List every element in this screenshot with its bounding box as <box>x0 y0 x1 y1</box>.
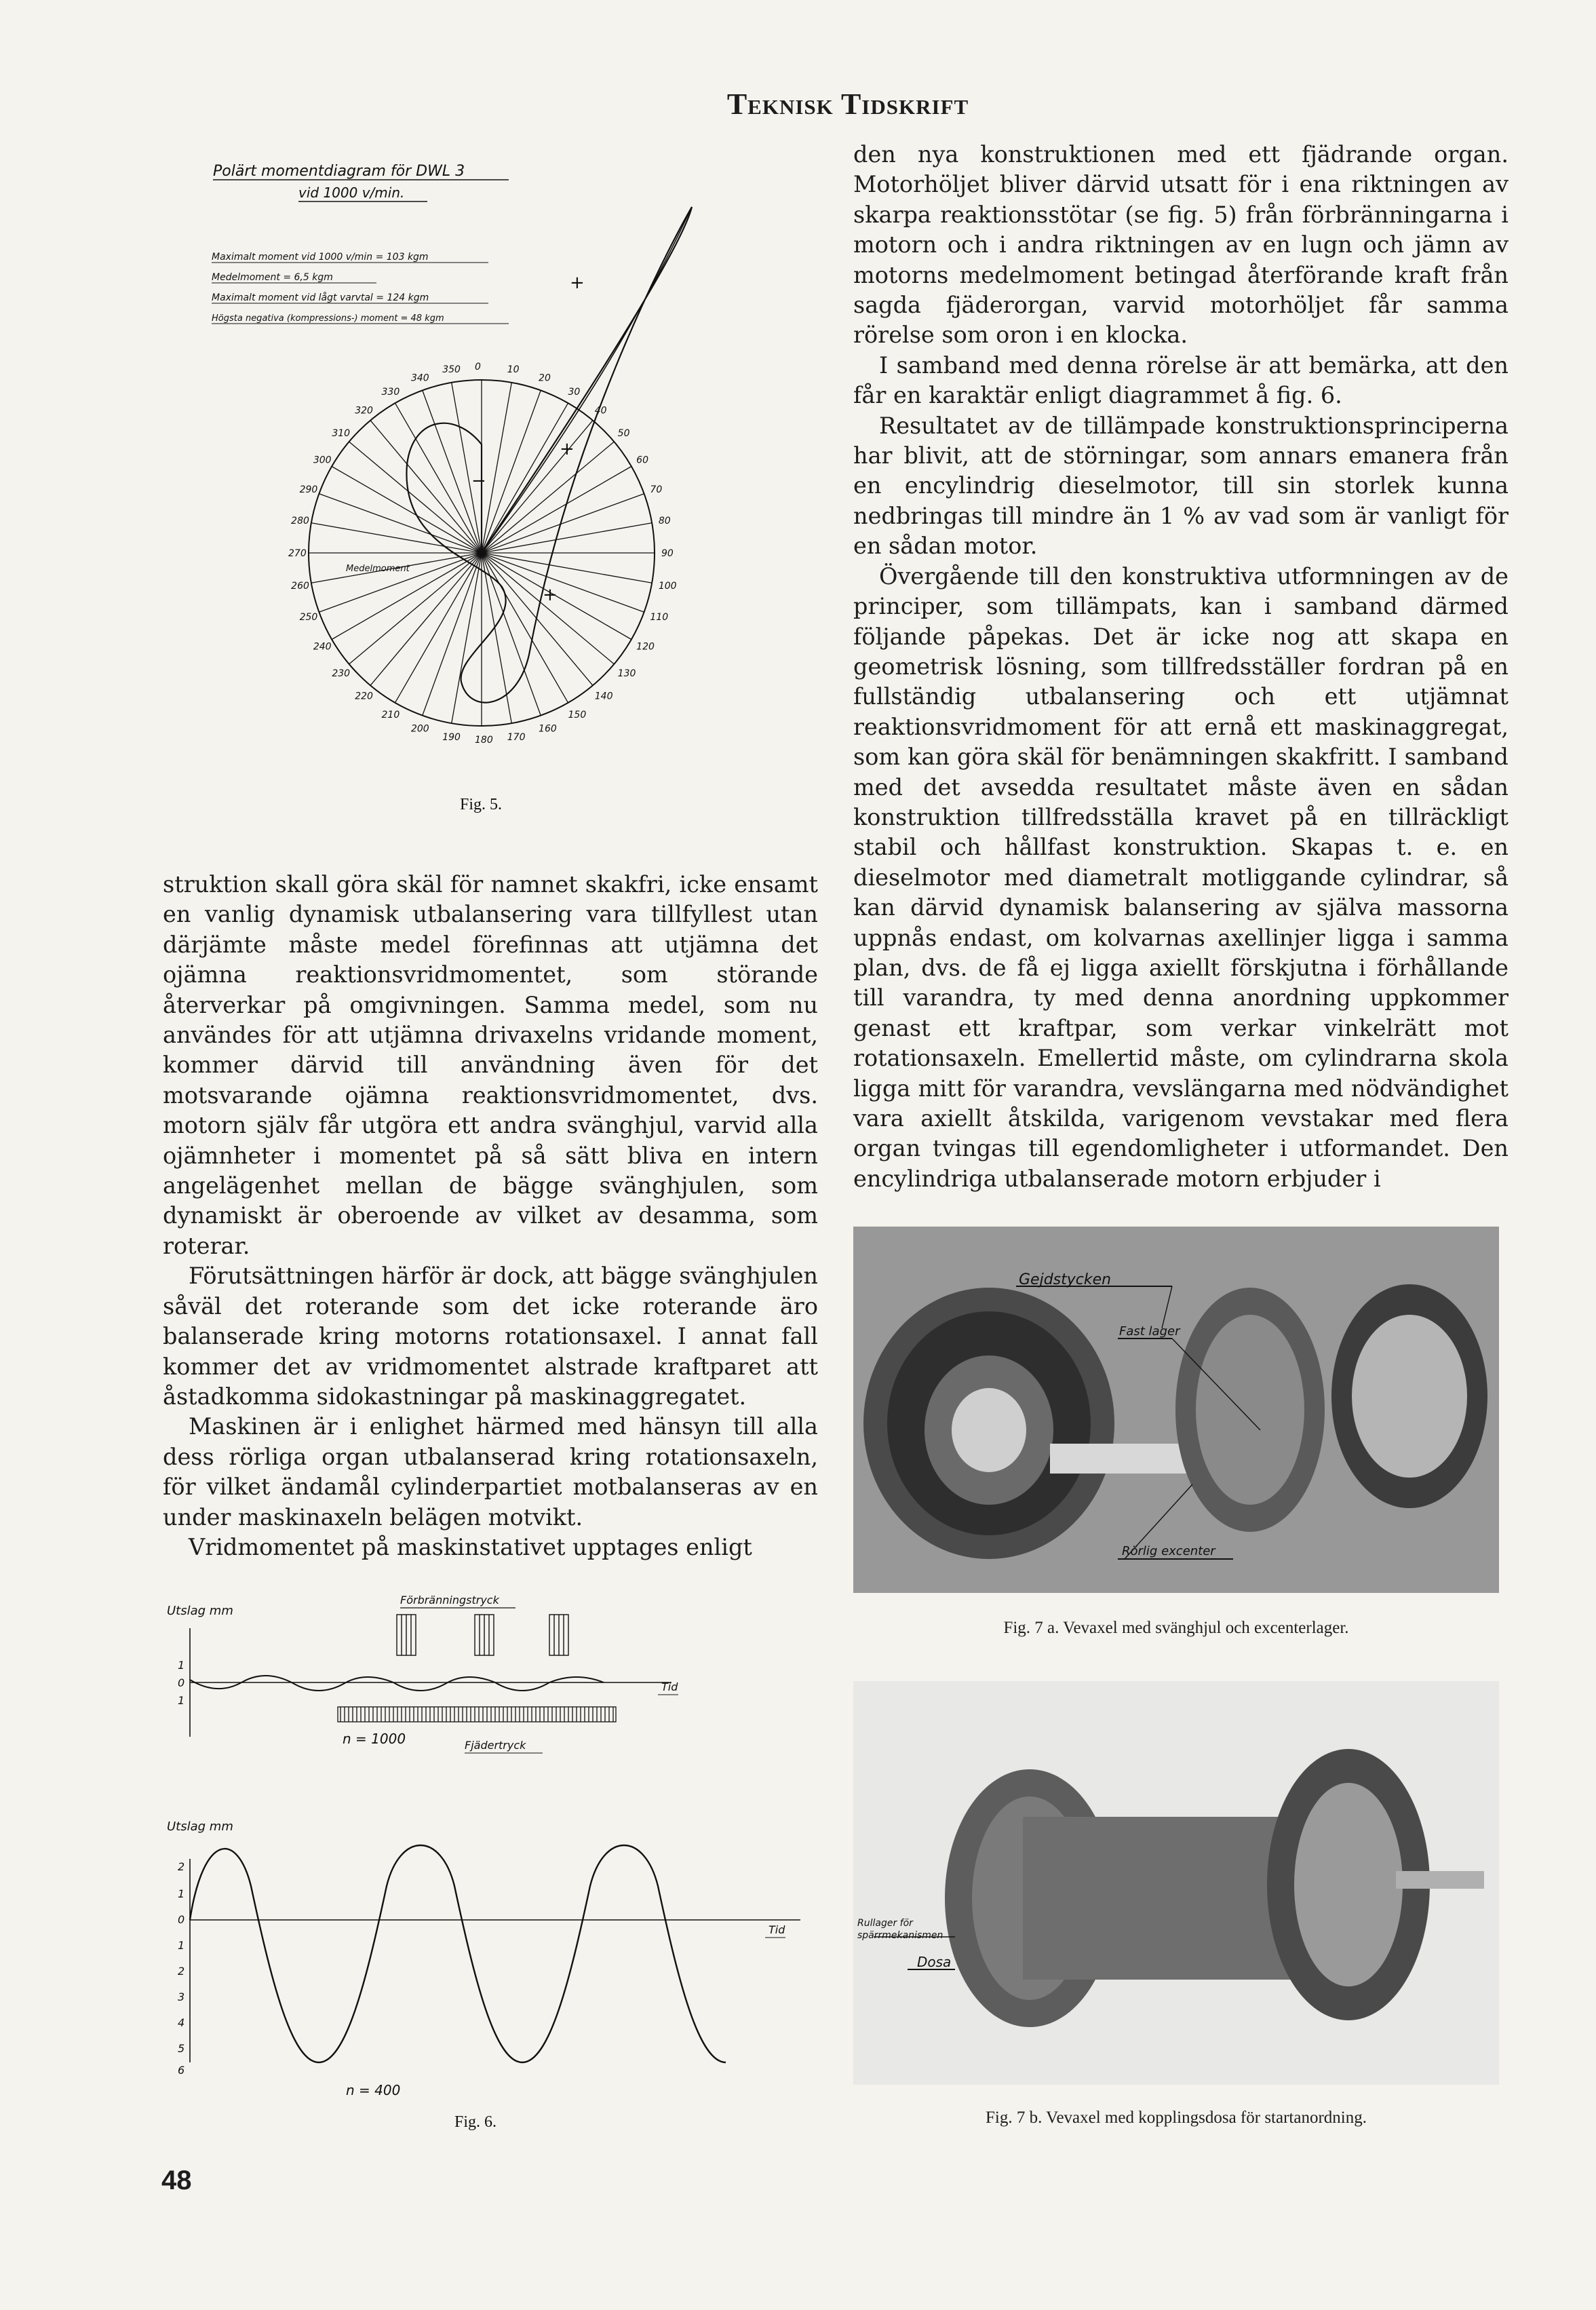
polar-angle-label: 220 <box>355 691 373 702</box>
fig7b-label-rullager: Rullager för spärrmekanismen <box>857 1918 943 1941</box>
polar-angle-label: 330 <box>381 386 400 398</box>
fig5-legend-3: Maximalt moment vid lågt varvtal = 124 kgm <box>212 292 429 303</box>
polar-angle-label: 70 <box>650 484 663 495</box>
polar-angle-label: 230 <box>332 668 351 679</box>
polar-angle-label: 170 <box>507 731 526 743</box>
polar-angle-label: 150 <box>568 710 587 721</box>
fig6-bottom-tick: 1 <box>178 1939 185 1952</box>
polar-angle-label: 30 <box>568 386 581 398</box>
fig6-bottom-xlabel: Tid <box>768 1923 785 1936</box>
svg-text:+: + <box>570 273 585 293</box>
polar-angle-label: 120 <box>636 641 655 653</box>
right-paragraph-1: den nya konstruktionen med ett fjädrande organ. Motorhöljet bliver därvid utsatt för i ena riktningen av skarpa reaktionsstötar (se fig. 5) från förbränningarna i motorn och i andra riktningen av en lugn och jämn av motorns medelmoment betingad återförande kraft från sagda fjäderorgan, varvid motorhöljet får samma rörelse som oron i en klocka. <box>853 141 1509 349</box>
fig6-top-xlabel: Tid <box>661 1680 678 1693</box>
fig6-top-ylabel: Utslag mm <box>167 1604 233 1618</box>
right-text-column <box>853 140 1509 1194</box>
fig6-bottom-tick: 5 <box>178 2042 185 2055</box>
fig7a-label-fast-lager: Fast lager <box>1119 1324 1180 1339</box>
polar-angle-label: 130 <box>617 668 636 679</box>
fig7b-photo <box>853 1681 1499 2085</box>
polar-angle-label: 180 <box>475 735 493 746</box>
fig5-legend-2: Medelmoment = 6,5 kgm <box>212 272 333 283</box>
left-paragraph-1: struktion skall göra skäl för namnet skakfri, icke ensamt en vanlig dynamisk utbalansering vara tillfyllest utan därjämte måste medel förefinnas att utjämna det ojämna reaktionsvridmomentet, som störande återverkar på omgivningen. Samma medel, som nu användes för att utjämna drivaxelns vridande moment, kommer därvid till användning även för det motsvarande ojämna reaktionsvridmomentet, dvs. motorn själv får utgöra ett andra svänghjul, varvid alla ojämnheter i momentet på så sätt bliva en intern angelägenhet mellan de bägge svänghjulen, som dynamiskt är oberoende av vilket av desamma, som roterar. <box>163 871 818 1259</box>
polar-angle-label: 10 <box>507 364 520 376</box>
page-number: 48 <box>161 2165 192 2195</box>
fig6-caption: Fig. 6. <box>454 2113 497 2131</box>
polar-angle-label: 320 <box>355 405 373 417</box>
right-paragraph-4: Övergående till den konstruktiva utformningen av de principer, som tillämpats, kan i samband därmed följande påpekas. Det är icke nog att skapa en geometrisk lösning, som tillfredsställer fordran på en fullständig utbalansering och ett utjämnat reaktionsvridmoment för att ernå ett maskinaggregat, som kan göra skäl för benämningen skakfritt. I samband med det avsedda resultatet måste även en sådan konstruktion tillfredsställa kravet på en tillräckligt stabil och hållfast konstruktion. Skapas t. e. en dieselmotor med diametralt motliggande cylindrar, så kan därvid dynamisk balansering av själva massorna uppnås endast, om kolvarnas axellinjer ligga i samma plan, dvs. de få ej ligga axiellt förskjutna i förhållande till varandra, ty med denna anordning uppkommer genast ett kraftpar, som verkar vinkelrätt mot rotationsaxeln. Emellertid måste, om cylindrarna skola ligga mitt för varandra, vevslängarna med nödvändighet vara axiellt åtskilda, varigenom vevstakar med flera organ tvingas till egendomligheter i utformandet. Den encylindriga utbalanserade motorn erbjuder i <box>853 562 1509 1192</box>
fig7b-caption: Fig. 7 b. Vevaxel med kopplingsdosa för startanordning. <box>986 2109 1367 2127</box>
polar-angle-label: 90 <box>661 548 674 559</box>
journal-header: Teknisk Tidskrift <box>726 88 969 121</box>
polar-angle-label: 80 <box>658 516 671 527</box>
polar-angle-label: 350 <box>442 364 461 376</box>
fig7a-photo <box>853 1227 1499 1593</box>
fig6-bottom-tick: 6 <box>178 2064 185 2077</box>
fig6-bottom-speed: n = 400 <box>346 2082 401 2098</box>
fig6-bottom-tick: 1 <box>178 1887 185 1900</box>
polar-angle-label: 340 <box>410 372 429 384</box>
fig5-caption: Fig. 5. <box>460 796 503 813</box>
polar-angle-label: 290 <box>299 484 318 495</box>
polar-angle-label: 210 <box>381 710 400 721</box>
left-text-column <box>163 870 818 1562</box>
polar-angle-label: 270 <box>288 548 307 559</box>
fig6-top-speed: n = 1000 <box>343 1731 406 1747</box>
polar-angle-label: 100 <box>658 580 677 592</box>
fig6-bottom-ylabel: Utslag mm <box>167 1820 233 1834</box>
right-paragraph-3: Resultatet av de tillämpade konstruktionsprinciperna har blivit, att de störningar, som annars emanera från en encylindrig dieselmotor, till sin storlek kunna nedbringas till mindre än 1 % av vad som är vanligt för en sådan motor. <box>853 412 1509 560</box>
fig5-legend-4: Högsta negativa (kompressions-) moment = 48 kgm <box>212 313 444 324</box>
polar-angle-label: 300 <box>313 455 332 466</box>
fig7b-label-dosa: Dosa <box>917 1954 952 1970</box>
fig5-mean-label: Medelmoment <box>346 564 410 574</box>
polar-angle-label: 310 <box>332 428 351 440</box>
fig6-bottom-tick: 4 <box>178 2016 185 2029</box>
svg-text:−: − <box>471 471 486 491</box>
fig6-combustion-label: Förbränningstryck <box>400 1594 499 1606</box>
fig6-bottom-tick: 2 <box>178 1965 185 1978</box>
right-paragraph-2: I samband med denna rörelse är att bemärka, att den får en karaktär enligt diagrammet å fig. 6. <box>853 351 1509 409</box>
fig7a-caption: Fig. 7 a. Vevaxel med svänghjul och excenterlager. <box>1003 1619 1349 1637</box>
polar-angle-label: 140 <box>594 691 613 702</box>
polar-angle-label: 280 <box>291 516 309 527</box>
fig6-spring-label: Fjädertryck <box>465 1739 526 1752</box>
polar-angle-label: 40 <box>594 405 607 417</box>
polar-angle-label: 20 <box>539 372 551 384</box>
fig6-bottom-tick: 0 <box>178 1913 185 1926</box>
polar-angle-label: 60 <box>636 455 648 466</box>
fig7a-label-gejdstycken: Gejdstycken <box>1019 1271 1112 1288</box>
polar-angle-label: 190 <box>442 731 461 743</box>
fig6-bottom-tick: 2 <box>178 1860 185 1873</box>
left-paragraph-2: Förutsättningen härför är dock, att bägge svänghjulen såväl det roterande som det icke roterande äro balanserade kring motorns rotationsaxel. I annat fall kommer det av vridmomentet alstrade kraftparet att åstadkomma sidokastningar på maskinaggregatet. <box>163 1263 818 1410</box>
left-paragraph-4: Vridmomentet på maskinstativet upptages enligt <box>189 1533 752 1560</box>
fig5-title-line2: vid 1000 v/min. <box>298 185 405 201</box>
polar-angle-label: 0 <box>475 362 481 372</box>
polar-angle-label: 240 <box>313 641 332 653</box>
fig5-legend-1: Maximalt moment vid 1000 v/min = 103 kgm <box>212 252 429 263</box>
fig6-top-tick-1: 1 <box>178 1659 185 1672</box>
fig6-diagram <box>163 1587 841 2130</box>
polar-angle-label: 110 <box>650 612 669 623</box>
fig6-top-tick-2: 0 <box>178 1676 185 1689</box>
fig6-bottom-tick: 3 <box>178 1990 185 2003</box>
fig5-polar-diagram <box>203 153 719 813</box>
svg-text:+: + <box>560 439 575 459</box>
polar-angle-label: 50 <box>617 428 630 440</box>
fig6-top-tick-3: 1 <box>178 1694 185 1707</box>
polar-angle-label: 160 <box>539 723 557 735</box>
fig5-title-line1: Polärt momentdiagram för DWL 3 <box>213 163 465 180</box>
polar-angle-label: 200 <box>410 723 429 735</box>
fig7a-label-rorlig-excenter: Rörlig excenter <box>1122 1544 1215 1558</box>
svg-text:+: + <box>543 585 558 605</box>
polar-angle-label: 260 <box>291 580 309 592</box>
left-paragraph-3: Maskinen är i enlighet härmed med hänsyn till alla dess rörliga organ utbalanserad kring rotationsaxeln, för vilket ändamål cylinderpartiet motbalanseras av en under maskinaxeln belägen motvikt. <box>163 1413 818 1531</box>
polar-angle-label: 250 <box>299 612 318 623</box>
